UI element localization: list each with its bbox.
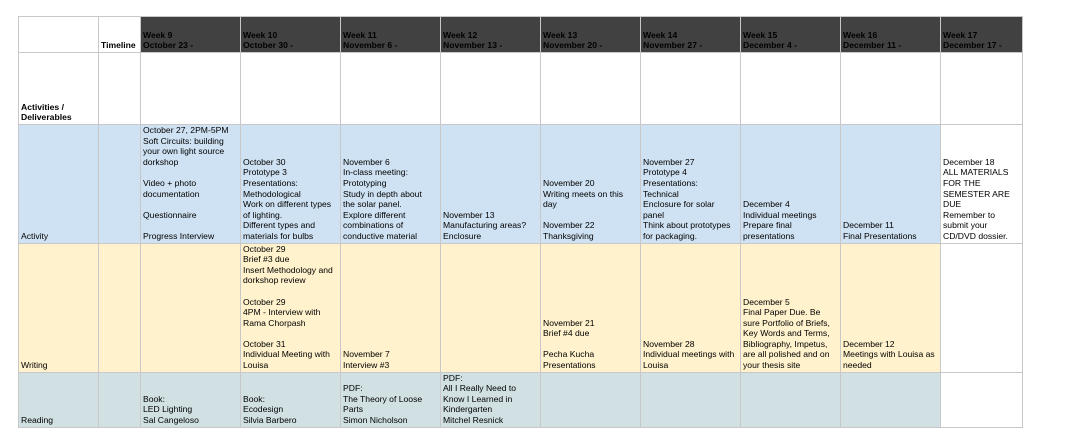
activity-cell-week-10[interactable]: October 30 Prototype 3 Presentations: Methodological Work on different types of lighting. Different types and materials for bulbs	[241, 125, 341, 244]
week-header-9[interactable]	[141, 17, 241, 53]
writing-cell-week-15[interactable]: December 5 Final Paper Due. Be sure Portfolio of Briefs, Key Words and Terms, Bibliography, Impetus, are all polished and on your thesis site	[741, 243, 841, 372]
writing-cell-week-12[interactable]	[441, 243, 541, 372]
writing-cell-week-9[interactable]	[141, 243, 241, 372]
writing-cell-week-17[interactable]	[941, 243, 1023, 372]
activity-row-label[interactable]: Activity	[19, 125, 99, 244]
week-dates: December 11 -	[843, 40, 902, 51]
writing-cell-week-16[interactable]: December 12 Meetings with Louisa as needed	[841, 243, 941, 372]
reading-cell-week-12[interactable]: PDF: All I Really Need to Know I Learned in Kindergarten Mitchel Resnick	[441, 372, 541, 427]
timeline-cell[interactable]	[99, 125, 141, 244]
week-header-16[interactable]	[841, 17, 941, 53]
week-dates: December 17 -	[943, 40, 1002, 51]
activity-cell-week-9[interactable]: October 27, 2PM-5PM Soft Circuits: building your own light source dorkshop Video + photo documentation Questionnaire Progress Interview	[141, 125, 241, 244]
week-dates: November 20 -	[543, 40, 603, 51]
empty-cell[interactable]	[841, 53, 941, 125]
corner-cell[interactable]	[19, 17, 99, 53]
week-number: Week 13	[543, 29, 578, 40]
week-number: Week 17	[943, 29, 978, 40]
activities-deliverables-row	[19, 53, 1023, 125]
empty-cell[interactable]	[441, 53, 541, 125]
week-number: Week 12	[443, 29, 478, 40]
week-dates: October 23 -	[143, 40, 194, 51]
week-header-13[interactable]	[541, 17, 641, 53]
timeline-cell[interactable]	[99, 243, 141, 372]
week-number: Week 14	[643, 29, 678, 40]
empty-cell[interactable]	[241, 53, 341, 125]
week-dates: November 27 -	[643, 40, 703, 51]
activity-cell-week-13[interactable]: November 20 Writing meets on this day November 22 Thanksgiving	[541, 125, 641, 244]
header-row	[19, 17, 1023, 53]
week-dates: November 13 -	[443, 40, 503, 51]
reading-row-label[interactable]: Reading	[19, 372, 99, 427]
schedule-grid	[18, 16, 1023, 428]
reading-cell-week-15[interactable]	[741, 372, 841, 427]
activity-cell-week-17[interactable]: December 18 ALL MATERIALS FOR THE SEMESTER ARE DUE Remember to submit your CD/DVD dossier.	[941, 125, 1023, 244]
empty-cell[interactable]	[141, 53, 241, 125]
week-dates: October 30 -	[243, 40, 294, 51]
reading-cell-week-11[interactable]: PDF: The Theory of Loose Parts Simon Nicholson	[341, 372, 441, 427]
activity-cell-week-15[interactable]: December 4 Individual meetings Prepare final presentations	[741, 125, 841, 244]
empty-cell[interactable]	[341, 53, 441, 125]
activity-cell-week-12[interactable]: November 13 Manufacturing areas? Enclosure	[441, 125, 541, 244]
writing-row	[19, 243, 1023, 372]
empty-cell[interactable]	[99, 53, 141, 125]
week-number: Week 9	[143, 29, 173, 40]
writing-row-label[interactable]: Writing	[19, 243, 99, 372]
writing-cell-week-14[interactable]: November 28 Individual meetings with Louisa	[641, 243, 741, 372]
week-header-17[interactable]	[941, 17, 1023, 53]
activity-cell-week-11[interactable]: November 6 In-class meeting: Prototyping Study in depth about the solar panel. Explore different combinations of conductive material	[341, 125, 441, 244]
week-number: Week 16	[843, 29, 878, 40]
week-dates: December 4 -	[743, 40, 797, 51]
writing-cell-week-10[interactable]: October 29 Brief #3 due Insert Methodology and dorkshop review October 29 4PM - Interview with Rama Chorpash October 31 Individual Meeting with Louisa	[241, 243, 341, 372]
reading-cell-week-10[interactable]: Book: Ecodesign Silvia Barbero	[241, 372, 341, 427]
writing-cell-week-13[interactable]: November 21 Brief #4 due Pecha Kucha Presentations	[541, 243, 641, 372]
activity-row	[19, 125, 1023, 244]
empty-cell[interactable]	[641, 53, 741, 125]
activity-cell-week-16[interactable]: December 11 Final Presentations	[841, 125, 941, 244]
empty-cell[interactable]	[941, 53, 1023, 125]
activities-deliverables-label[interactable]: Activities / Deliverables	[19, 53, 99, 125]
week-header-11[interactable]	[341, 17, 441, 53]
writing-cell-week-11[interactable]: November 7 Interview #3	[341, 243, 441, 372]
week-number: Week 15	[743, 29, 778, 40]
week-header-15[interactable]	[741, 17, 841, 53]
reading-cell-week-9[interactable]: Book: LED Lighting Sal Cangeloso	[141, 372, 241, 427]
week-header-14[interactable]	[641, 17, 741, 53]
reading-cell-week-13[interactable]	[541, 372, 641, 427]
week-dates: November 6 -	[343, 40, 398, 51]
week-number: Week 10	[243, 29, 278, 40]
timeline-label[interactable]: Timeline	[99, 17, 141, 53]
week-header-12[interactable]	[441, 17, 541, 53]
reading-cell-week-14[interactable]	[641, 372, 741, 427]
empty-cell[interactable]	[741, 53, 841, 125]
week-number: Week 11	[343, 29, 377, 40]
timeline-cell[interactable]	[99, 372, 141, 427]
reading-row	[19, 372, 1023, 427]
week-header-10[interactable]	[241, 17, 341, 53]
empty-cell[interactable]	[541, 53, 641, 125]
reading-cell-week-16[interactable]	[841, 372, 941, 427]
activity-cell-week-14[interactable]: November 27 Prototype 4 Presentations: Technical Enclosure for solar panel Think about prototypes for packaging.	[641, 125, 741, 244]
reading-cell-week-17[interactable]	[941, 372, 1023, 427]
